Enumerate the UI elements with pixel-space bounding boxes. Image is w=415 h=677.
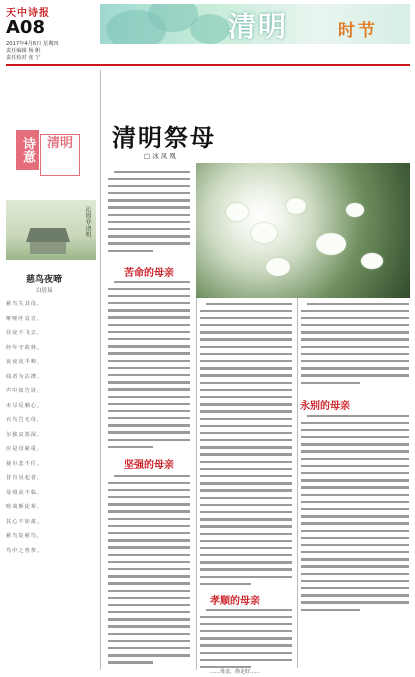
- column-logo-right: 清明: [40, 134, 80, 176]
- page-number: A08: [6, 17, 45, 38]
- poem-line: 闻者为沾襟。: [6, 373, 44, 380]
- footer-caption: ……母亲，你走好……: [210, 669, 261, 675]
- column-divider: [100, 70, 101, 670]
- poem-line: 哑哑吐哀音。: [6, 315, 44, 322]
- proofreader-line: 责任校对 张 宁: [6, 55, 41, 61]
- header-rule: [6, 64, 410, 66]
- article-byline: □ 冰 凤 凰: [144, 152, 176, 160]
- text-block: [108, 472, 190, 666]
- banner-subtitle: 时节: [338, 21, 378, 41]
- banner-title: 清明: [228, 10, 289, 43]
- text-block: [108, 168, 190, 254]
- poem-line: 昼夜不飞去，: [6, 330, 44, 336]
- poem-line: 慈鸟复慈鸟，: [6, 533, 44, 539]
- page-banner: [100, 4, 410, 44]
- flower-photo: [196, 163, 410, 298]
- column-divider: [297, 298, 298, 668]
- section-heading-4: 永别的母亲: [300, 401, 350, 412]
- poem-line: 母殁丧不临。: [6, 489, 44, 496]
- issue-date: 2017年4月6日 星期四: [6, 41, 59, 47]
- sidebar-illustration-caption: 沁园春·清明: [84, 206, 91, 238]
- poem-line: 百鸟岂无母，: [6, 417, 44, 423]
- column-logo: [16, 130, 76, 182]
- poem-line: 鸟中之曾参。: [6, 547, 44, 554]
- poem-line: 昔有吴起者，: [6, 475, 44, 481]
- newspaper-brand: 天中诗报: [6, 8, 50, 19]
- poem-line: 声中如告诉，: [6, 388, 44, 394]
- article-title: 清明祭母: [112, 123, 216, 152]
- column-divider: [196, 298, 197, 670]
- text-block: [301, 300, 409, 386]
- column-logo-left: 诗意: [16, 130, 39, 170]
- text-block: [108, 278, 190, 451]
- editor-line: 责任编辑 杨 帆: [6, 48, 41, 54]
- text-block: [301, 412, 409, 613]
- section-heading-3: 孝顺的母亲: [210, 596, 260, 607]
- section-heading-2: 坚强的母亲: [124, 460, 174, 471]
- text-block: [200, 300, 292, 588]
- poem-title: 慈鸟夜啼: [26, 275, 63, 285]
- section-heading-1: 苦命的母亲: [124, 268, 174, 279]
- poem-line: 尔独哀怨深。: [6, 431, 44, 438]
- poem-line: 应是母慈重，: [6, 446, 44, 452]
- poem-line: 使尔悲不任。: [6, 460, 44, 467]
- poem-line: 夜夜夜半啼，: [6, 359, 44, 365]
- poem-line: 慈鸟失其母，: [6, 301, 44, 307]
- poem-line: 经年守故林。: [6, 344, 44, 351]
- text-block: [200, 606, 292, 671]
- poem-line: 未尽反哺心。: [6, 402, 44, 409]
- poem-author: 白居易: [36, 288, 53, 294]
- poem-line: 嗟哉斯徒辈，: [6, 504, 44, 510]
- poem-line: 其心不如禽。: [6, 518, 44, 525]
- sidebar-illustration: [6, 200, 96, 260]
